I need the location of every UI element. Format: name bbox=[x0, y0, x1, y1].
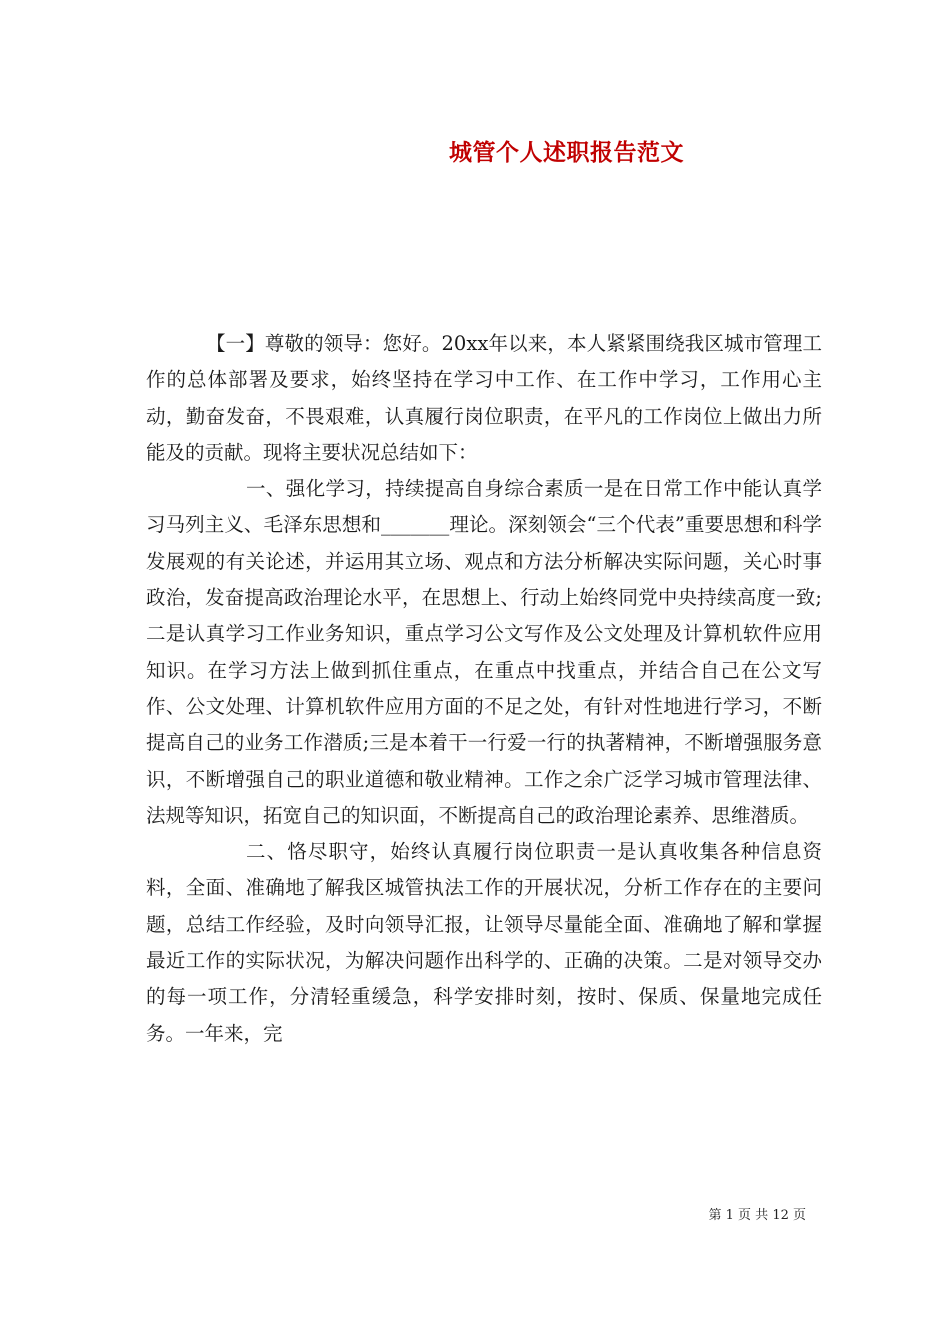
document-body bbox=[146, 326, 822, 1052]
document-title: 城管个人述职报告范文 bbox=[449, 139, 684, 166]
paragraph-section-1: 一、强化学习，持续提高自身综合素质一是在日常工作中能认真学习马列主义、毛泽东思想和_______理论。深刻领会“三个代表”重要思想和科学发展观的有关论述，并运用其立场、观点和方法分析解决实际问题，关心时事政治，发奋提高政治理论水平，在思想上、行动上始终同党中央持续高度一致;二是认真学习工作业务知识，重点学习公文写作及公文处理及计算机软件应用知识。在学习方法上做到抓住重点，在重点中找重点，并结合自己在公文写作、公文处理、计算机软件应用方面的不足之处，有针对性地进行学习，不断提高自己的业务工作潜质;三是本着干一行爱一行的执著精神，不断增强服务意识，不断增强自己的职业道德和敬业精神。工作之余广泛学习城市管理法律、法规等知识，拓宽自己的知识面，不断提高自己的政治理论素养、思维潜质。 bbox=[146, 477, 822, 827]
paragraph-section-2: 二、恪尽职守，始终认真履行岗位职责一是认真收集各种信息资料，全面、准确地了解我区城管执法工作的开展状况，分析工作存在的主要问题，总结工作经验，及时向领导汇报，让领导尽量能全面、准确地了解和掌握最近工作的实际状况，为解决问题作出科学的、正确的决策。二是对领导交办的每一项工作，分清轻重缓急，科学安排时刻，按时、保质、保量地完成任务。一年来，完 bbox=[146, 840, 822, 1045]
paragraph-intro: 【一】尊敬的领导：您好。20xx年以来，本人紧紧围绕我区城市管理工作的总体部署及要求，始终坚持在学习中工作、在工作中学习，工作用心主动，勤奋发奋，不畏艰难，认真履行岗位职责，在平凡的工作岗位上做出力所能及的贡献。现将主要状况总结如下： bbox=[146, 332, 822, 464]
page-number: 第 1 页 共 12 页 bbox=[708, 1208, 806, 1223]
